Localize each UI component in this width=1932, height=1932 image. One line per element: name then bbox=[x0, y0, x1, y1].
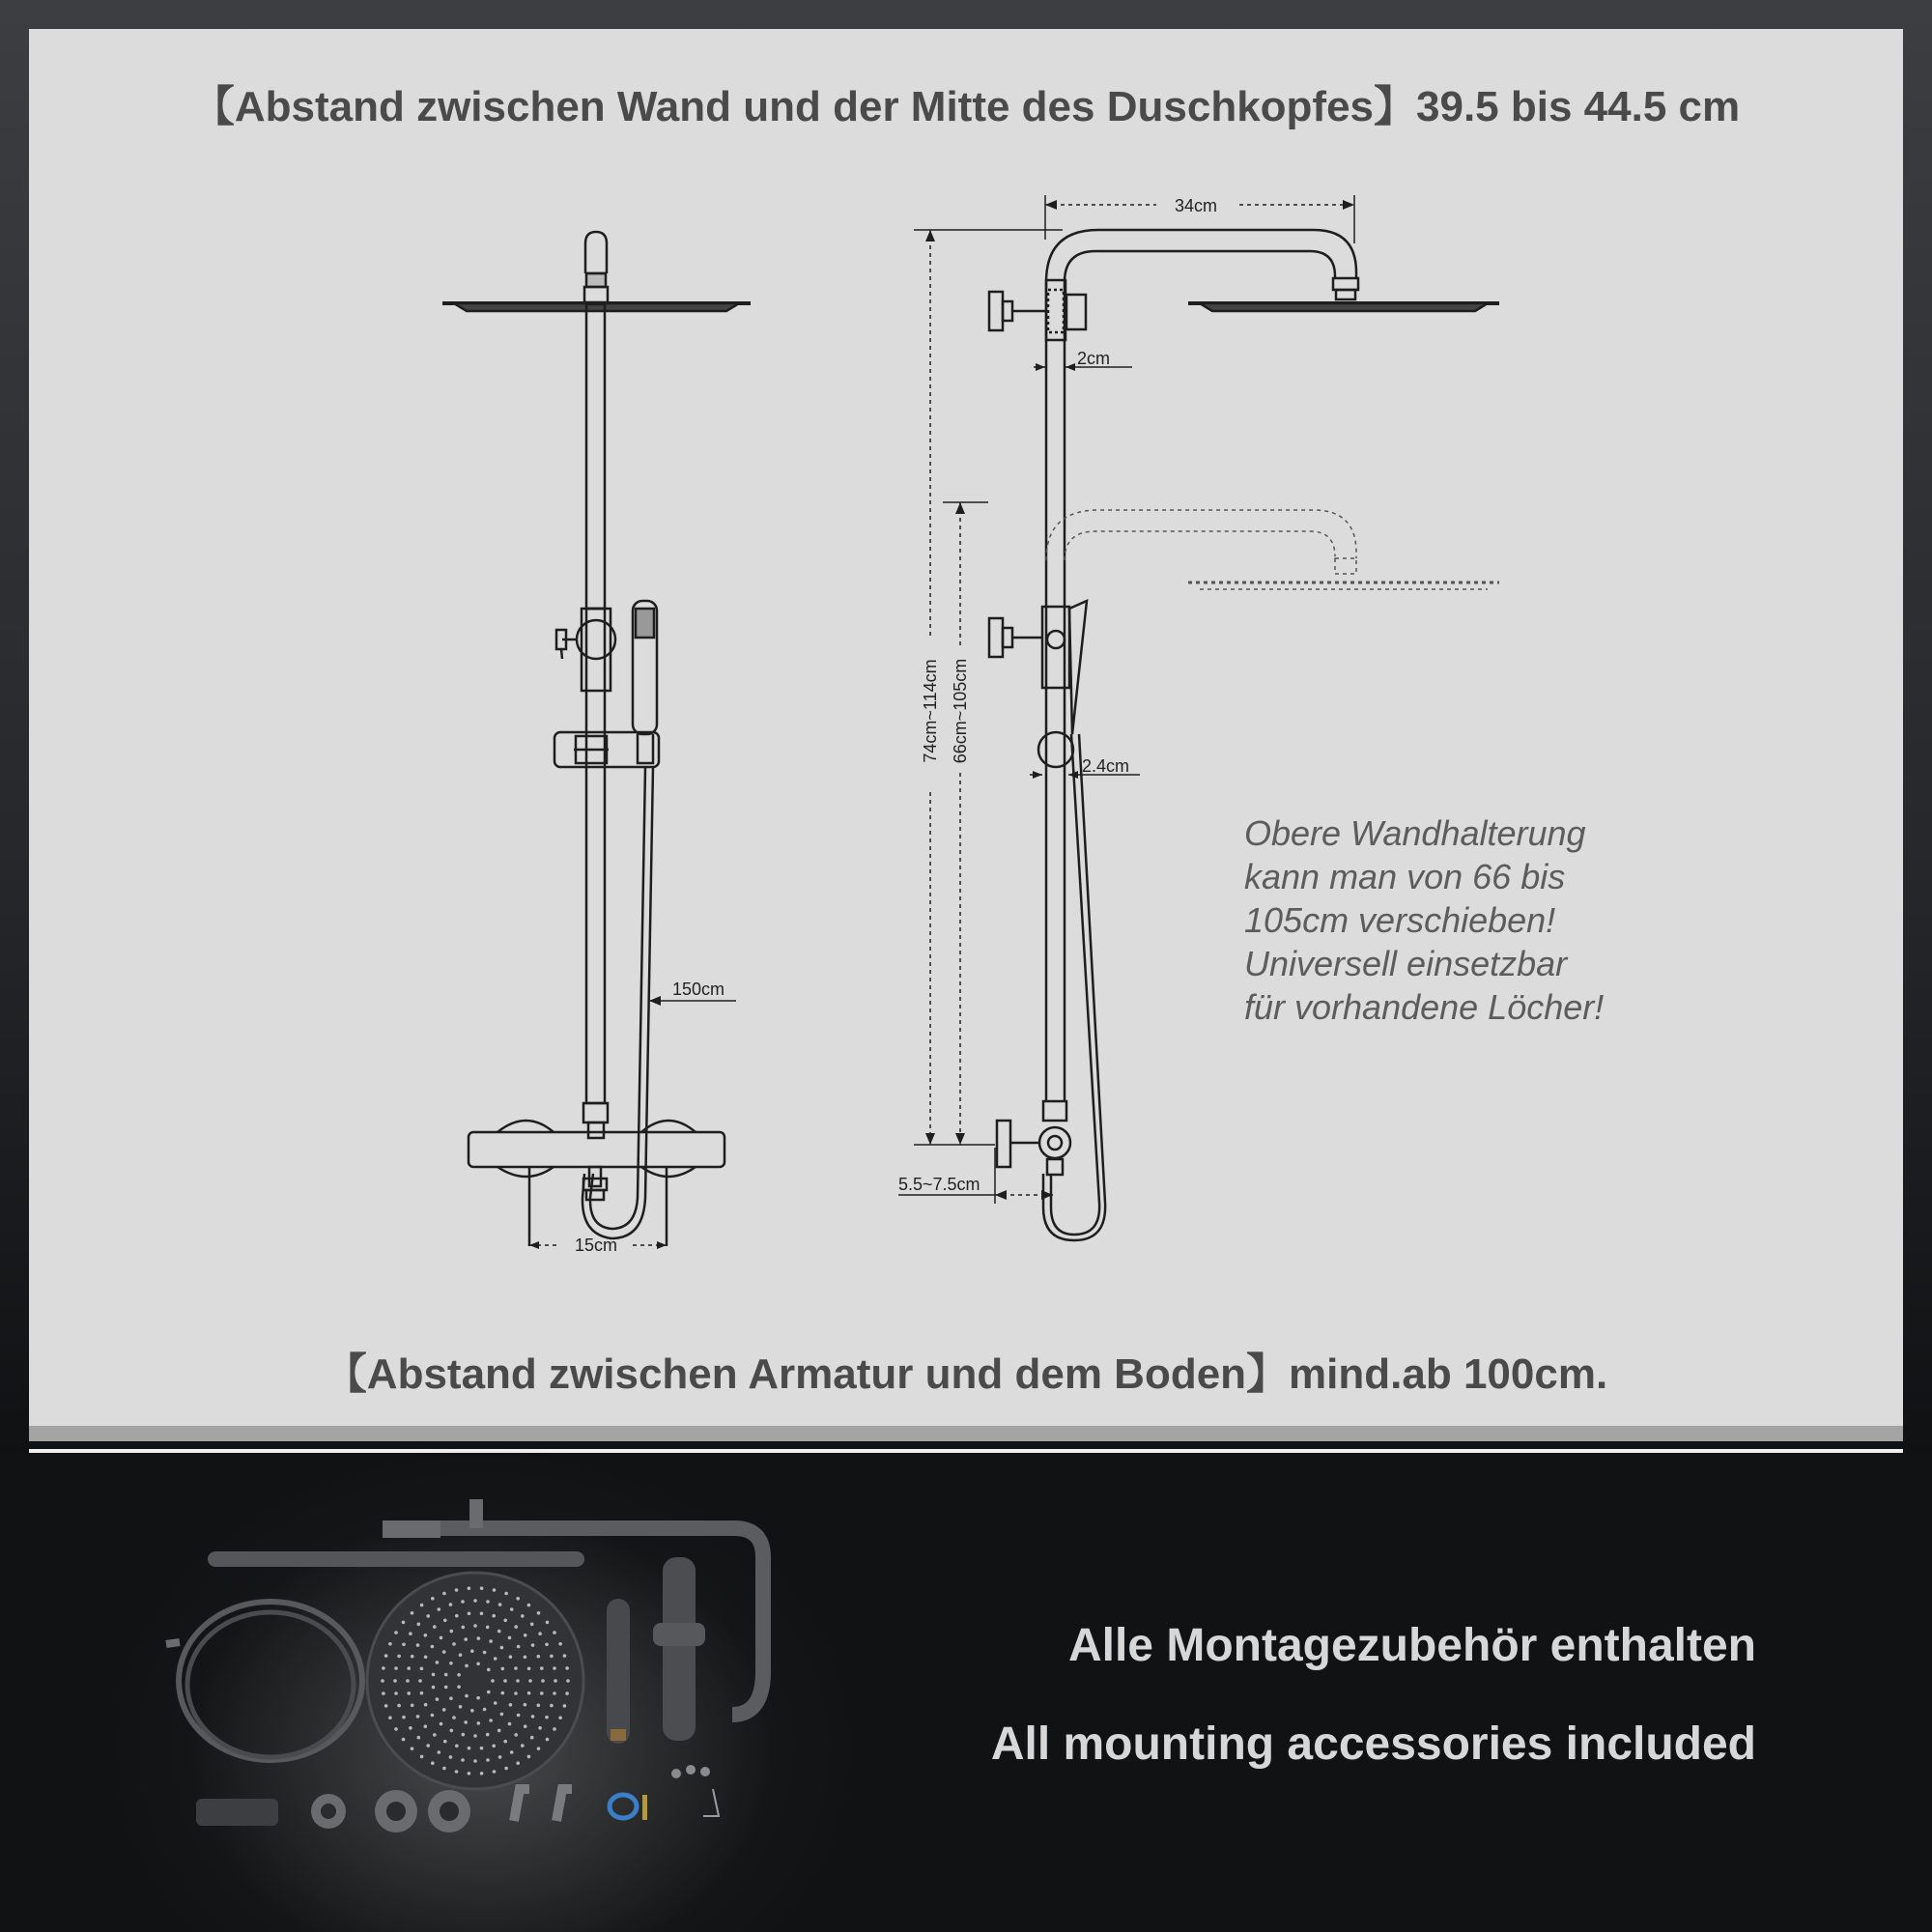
nozzle-dot bbox=[470, 1649, 474, 1653]
nozzle-dot bbox=[486, 1600, 490, 1604]
nozzle-dot bbox=[524, 1656, 527, 1660]
nozzle-dot bbox=[537, 1655, 541, 1659]
note-line: Universell einsetzbar bbox=[1244, 944, 1568, 983]
nozzle-dot bbox=[397, 1655, 401, 1659]
nozzle-dot bbox=[449, 1696, 453, 1700]
nozzle-dot bbox=[497, 1630, 501, 1634]
nozzle-dot bbox=[455, 1745, 459, 1748]
nozzle-dot bbox=[464, 1720, 468, 1724]
nozzle-dot bbox=[418, 1679, 422, 1683]
nozzle-dot bbox=[508, 1722, 512, 1726]
nozzle-dot bbox=[503, 1740, 507, 1744]
nozzle-dot bbox=[517, 1714, 521, 1718]
nozzle-dot bbox=[541, 1679, 545, 1683]
thermostat-body bbox=[653, 1557, 705, 1741]
nozzle-dot bbox=[517, 1645, 521, 1649]
nozzle-dot bbox=[537, 1704, 541, 1708]
nozzle-dot bbox=[500, 1646, 504, 1650]
nozzle-dot bbox=[480, 1612, 484, 1616]
nozzle-dot bbox=[514, 1691, 518, 1695]
nozzle-dot bbox=[540, 1691, 544, 1695]
nozzle-dot bbox=[565, 1666, 569, 1670]
nozzle-dot bbox=[416, 1715, 420, 1719]
nozzle-dot bbox=[433, 1733, 437, 1737]
nozzle-dot bbox=[516, 1761, 520, 1765]
accessories-text-de: Alle Montagezubehör enthalten bbox=[1067, 1620, 1756, 1671]
nozzle-dot bbox=[553, 1631, 556, 1634]
nozzle-dot bbox=[394, 1727, 398, 1731]
nozzle-dot bbox=[487, 1690, 491, 1694]
nozzle-dot bbox=[424, 1656, 428, 1660]
nozzle-dot bbox=[450, 1729, 454, 1733]
connector-spacing-label: 15cm bbox=[574, 1236, 618, 1255]
nozzle-dot bbox=[406, 1679, 410, 1683]
nozzle-dot bbox=[483, 1651, 487, 1655]
nozzle-dot bbox=[483, 1708, 487, 1712]
nozzle-dot bbox=[407, 1666, 411, 1670]
nozzle-dot bbox=[424, 1634, 428, 1637]
nozzle-dot bbox=[527, 1604, 531, 1607]
nozzle-dot bbox=[416, 1643, 420, 1647]
nozzle-dot bbox=[477, 1721, 481, 1725]
nozzle-dot bbox=[473, 1624, 477, 1628]
nozzle-dot bbox=[459, 1653, 463, 1657]
nozzle-dot bbox=[442, 1767, 446, 1771]
accessories-text-en: All mounting accessories included bbox=[990, 1719, 1756, 1770]
nozzle-dot bbox=[540, 1666, 544, 1670]
nozzle-dot bbox=[420, 1667, 424, 1671]
nozzle-dot bbox=[443, 1740, 447, 1744]
nozzle-dot bbox=[503, 1619, 507, 1623]
nozzle-dot bbox=[501, 1667, 505, 1671]
nozzle-dot bbox=[417, 1623, 421, 1627]
nozzle-dot bbox=[550, 1655, 554, 1659]
nozzle-dot bbox=[527, 1691, 531, 1695]
nozzle-dot bbox=[489, 1639, 493, 1643]
nozzle-dot bbox=[402, 1716, 406, 1719]
nozzle-dot bbox=[382, 1666, 385, 1670]
nozzle-dot bbox=[492, 1614, 496, 1618]
note-line: 105cm verschieben! bbox=[1244, 900, 1556, 940]
nozzle-dot bbox=[436, 1661, 440, 1664]
nozzle-dot bbox=[497, 1729, 501, 1733]
nozzle-dot bbox=[501, 1691, 505, 1695]
nozzle-dot bbox=[433, 1625, 437, 1629]
nozzle-dot bbox=[440, 1636, 443, 1640]
nozzle-dot bbox=[470, 1709, 474, 1713]
nozzle-dot bbox=[452, 1716, 456, 1719]
nozzle-dot bbox=[537, 1611, 541, 1615]
nozzle-dot bbox=[531, 1643, 535, 1647]
nozzle-dot bbox=[510, 1607, 514, 1611]
nozzle-dot bbox=[524, 1724, 527, 1728]
nozzle-dot bbox=[491, 1679, 495, 1683]
nozzle-dot bbox=[476, 1662, 480, 1666]
nozzle-dot bbox=[411, 1655, 414, 1659]
nozzle-dot bbox=[538, 1726, 542, 1730]
nozzle-dot bbox=[510, 1750, 514, 1754]
nozzle-dot bbox=[402, 1621, 406, 1625]
nozzle-dot bbox=[465, 1664, 469, 1668]
nozzle-dot bbox=[449, 1603, 453, 1606]
nozzle-dot bbox=[563, 1654, 567, 1658]
nozzle-dot bbox=[388, 1716, 392, 1719]
nozzle-dot bbox=[426, 1744, 430, 1747]
nozzle-dot bbox=[546, 1738, 550, 1742]
nozzle-dot bbox=[384, 1704, 388, 1708]
nozzle-dot bbox=[455, 1770, 459, 1774]
nozzle-dot bbox=[444, 1673, 448, 1677]
nozzle-dot bbox=[521, 1744, 525, 1747]
nozzle-dot bbox=[457, 1685, 461, 1689]
nozzle-dot bbox=[527, 1667, 531, 1671]
nozzle-dot bbox=[527, 1755, 531, 1759]
nozzle-dot bbox=[504, 1767, 508, 1771]
nozzle-dot bbox=[514, 1733, 518, 1737]
nozzle-dot bbox=[424, 1703, 428, 1707]
nozzle-dot bbox=[420, 1691, 424, 1695]
total-height-label: 74cm~114cm bbox=[921, 659, 940, 763]
pipe-gap-label: 2cm bbox=[1077, 349, 1111, 368]
pipe-diameter-label: 2.4cm bbox=[1082, 756, 1130, 776]
nozzle-dot bbox=[402, 1738, 406, 1742]
nozzle-dot bbox=[444, 1686, 448, 1690]
nozzle-dot bbox=[468, 1612, 471, 1616]
nozzle-dot bbox=[492, 1745, 496, 1748]
nozzle-dot bbox=[473, 1734, 477, 1738]
note-line: kann man von 66 bis bbox=[1244, 857, 1566, 896]
nozzle-dot bbox=[468, 1772, 471, 1776]
nozzle-dot bbox=[473, 1599, 477, 1603]
nozzle-dot bbox=[436, 1697, 440, 1701]
nozzle-dot bbox=[465, 1694, 469, 1698]
nozzle-dot bbox=[500, 1713, 504, 1717]
nozzle-dot bbox=[381, 1679, 384, 1683]
nozzle-dot bbox=[473, 1759, 477, 1763]
nozzle-dot bbox=[388, 1642, 392, 1646]
nozzle-dot bbox=[461, 1758, 465, 1762]
nozzle-dot bbox=[431, 1714, 435, 1718]
hose-coil bbox=[166, 1602, 362, 1760]
nozzle-dot bbox=[382, 1691, 385, 1695]
nozzle-dot bbox=[558, 1716, 562, 1719]
nozzle-dot bbox=[565, 1691, 569, 1695]
nozzle-dot bbox=[516, 1597, 520, 1601]
nozzle-dot bbox=[553, 1727, 556, 1731]
nozzle-dot bbox=[531, 1715, 535, 1719]
hose-length-label: 150cm bbox=[672, 980, 725, 999]
nozzle-dot bbox=[558, 1642, 562, 1646]
nozzle-dot bbox=[424, 1724, 428, 1728]
nozzle-dot bbox=[498, 1755, 502, 1759]
nozzle-dot bbox=[384, 1654, 388, 1658]
nozzle-dot bbox=[530, 1736, 534, 1740]
nozzle-dot bbox=[461, 1600, 465, 1604]
nozzle-dot bbox=[528, 1679, 532, 1683]
nozzle-dot bbox=[411, 1704, 414, 1708]
nozzle-dot bbox=[449, 1662, 453, 1665]
nozzle-dot bbox=[480, 1772, 484, 1776]
nozzle-dot bbox=[468, 1586, 471, 1590]
nozzle-dot bbox=[550, 1704, 554, 1708]
nozzle-dot bbox=[486, 1733, 490, 1737]
hand-shower bbox=[607, 1599, 630, 1744]
nozzle-dot bbox=[489, 1719, 493, 1722]
nozzle-dot bbox=[516, 1679, 520, 1683]
nozzle-dot bbox=[397, 1704, 401, 1708]
nozzle-dot bbox=[455, 1588, 459, 1592]
nozzle-dot bbox=[450, 1630, 454, 1634]
nozzle-dot bbox=[440, 1722, 443, 1726]
nozzle-dot bbox=[498, 1603, 502, 1606]
nozzle-dot bbox=[476, 1696, 480, 1700]
rail-pipe bbox=[208, 1551, 584, 1567]
nozzle-dot bbox=[553, 1691, 556, 1695]
nozzle-dot bbox=[521, 1614, 525, 1618]
nozzle-dot bbox=[402, 1643, 406, 1647]
nozzle-dot bbox=[438, 1607, 441, 1611]
nozzle-dot bbox=[514, 1625, 518, 1629]
nozzle-dot bbox=[480, 1586, 484, 1590]
nozzle-dot bbox=[442, 1592, 446, 1596]
nozzle-dot bbox=[464, 1637, 468, 1641]
nozzle-dot bbox=[509, 1703, 513, 1707]
nozzle-dot bbox=[411, 1747, 414, 1750]
nozzle-dot bbox=[457, 1673, 461, 1677]
nozzle-dot bbox=[524, 1703, 527, 1707]
note-line: Obere Wandhalterung bbox=[1244, 813, 1586, 853]
nozzle-dot bbox=[442, 1650, 446, 1654]
nozzle-dot bbox=[509, 1655, 513, 1659]
nozzle-dot bbox=[420, 1604, 424, 1607]
nozzle-dot bbox=[566, 1679, 570, 1683]
nozzle-dot bbox=[494, 1657, 497, 1661]
nozzle-dot bbox=[554, 1679, 557, 1683]
nozzle-dot bbox=[462, 1733, 466, 1737]
nozzle-dot bbox=[409, 1632, 412, 1635]
nozzle-dot bbox=[514, 1666, 518, 1670]
nozzle-dot bbox=[455, 1614, 459, 1618]
nozzle-dot bbox=[493, 1770, 497, 1774]
nozzle-dot bbox=[477, 1636, 481, 1640]
nozzle-dot bbox=[394, 1691, 398, 1695]
nozzle-dot bbox=[432, 1673, 436, 1677]
nozzle-dot bbox=[449, 1755, 453, 1759]
nozzle-dot bbox=[493, 1588, 497, 1592]
nozzle-dot bbox=[393, 1679, 397, 1683]
nozzle-dot bbox=[487, 1668, 491, 1672]
page-title: 【Abstand zwischen Wand und der Mitte des Duschkopfes】39.5 bis 44.5 cm bbox=[191, 83, 1741, 130]
nozzle-dot bbox=[545, 1643, 549, 1647]
nozzle-dot bbox=[563, 1704, 567, 1708]
wall-offset-label: 5.5~7.5cm bbox=[898, 1175, 980, 1194]
nozzle-dot bbox=[530, 1623, 534, 1627]
nozzle-dot bbox=[438, 1750, 441, 1754]
nozzle-dot bbox=[462, 1626, 466, 1630]
nozzle-dot bbox=[553, 1666, 556, 1670]
nozzle-dot bbox=[524, 1634, 527, 1637]
nozzle-dot bbox=[508, 1636, 512, 1640]
nozzle-dot bbox=[411, 1611, 414, 1615]
nozzle-dot bbox=[545, 1716, 549, 1719]
nozzle-dot bbox=[504, 1592, 508, 1596]
nozzle-dot bbox=[486, 1626, 490, 1630]
note-line: für vorhandene Löcher! bbox=[1244, 987, 1605, 1027]
nozzle-dot bbox=[394, 1666, 398, 1670]
nozzle-dot bbox=[431, 1597, 435, 1601]
nozzle-dot bbox=[426, 1614, 430, 1618]
nozzle-dot bbox=[468, 1747, 471, 1750]
nozzle-dot bbox=[407, 1691, 411, 1695]
nozzle-dot bbox=[442, 1708, 446, 1712]
nozzle-dot bbox=[538, 1632, 542, 1635]
nozzle-dot bbox=[537, 1747, 541, 1750]
round-shower-head bbox=[367, 1573, 583, 1789]
nozzle-dot bbox=[394, 1631, 398, 1634]
nozzle-dot bbox=[431, 1645, 435, 1649]
nozzle-dot bbox=[480, 1747, 484, 1750]
nozzle-dot bbox=[546, 1621, 550, 1625]
nozzle-dot bbox=[452, 1642, 456, 1646]
nozzle-dot bbox=[503, 1679, 507, 1683]
nozzle-dot bbox=[409, 1726, 412, 1730]
nozzle-dot bbox=[494, 1701, 497, 1705]
nozzle-dot bbox=[443, 1619, 447, 1623]
nozzle-dot bbox=[459, 1705, 463, 1709]
bracket-range-label: 66cm~105cm bbox=[951, 658, 970, 764]
nozzle-dot bbox=[486, 1758, 490, 1762]
nozzle-dot bbox=[420, 1755, 424, 1759]
nozzle-dot bbox=[417, 1736, 421, 1740]
arm-length-label: 34cm bbox=[1174, 196, 1218, 215]
nozzle-dot bbox=[432, 1686, 436, 1690]
floor-distance-heading: 【Abstand zwischen Armatur und dem Boden】mind.ab 100cm. bbox=[324, 1350, 1608, 1398]
nozzle-dot bbox=[431, 1761, 435, 1765]
